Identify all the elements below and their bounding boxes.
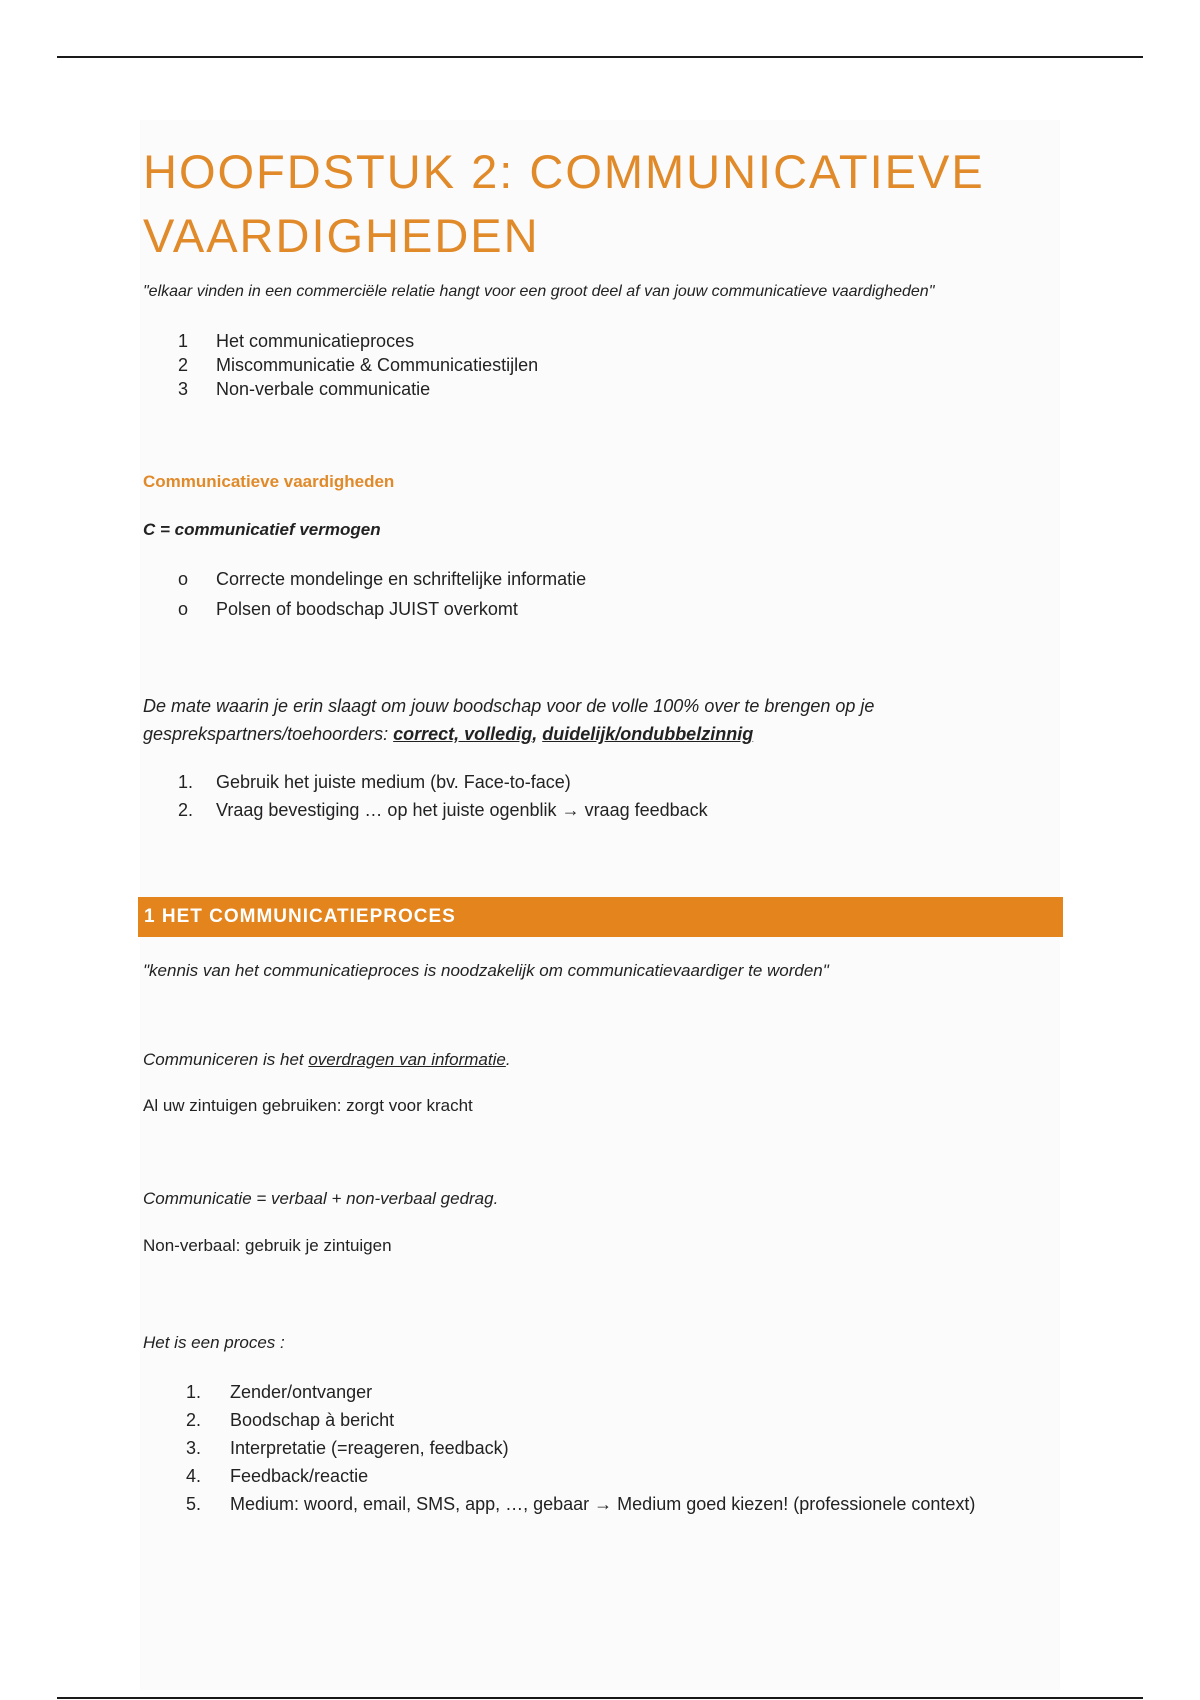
toc-list <box>178 329 538 401</box>
process-text: Zender/ontvanger <box>230 1382 373 1402</box>
cv-paragraph-line2 <box>143 720 1043 748</box>
bullet-text: Correcte mondelinge en schriftelijke informatie <box>216 569 587 589</box>
toc-item-label: Miscommunicatie & Communicatiestijlen <box>216 355 539 375</box>
process-text: Feedback/reactie <box>230 1466 369 1486</box>
process-number: 3. <box>186 1438 202 1458</box>
step-text-before: Vraag bevestiging … op het juiste ogenblik <box>216 800 562 820</box>
intro-quote: "elkaar vinden in een commerciële relatie hangt voor een groot deel af van jouw communicatieve vaardigheden" <box>143 283 935 300</box>
cv-paragraph-prefix: gesprekspartners/toehoorders: <box>143 724 394 744</box>
cv-bullet-list <box>178 564 586 624</box>
bullet-item <box>178 594 586 624</box>
line-underlined: overdragen van informatie <box>308 1050 506 1069</box>
section1-line-proces: Het is een proces : <box>143 1333 285 1352</box>
process-item <box>186 1462 975 1490</box>
process-text-before: Medium: woord, email, SMS, app, …, gebaar <box>230 1494 595 1514</box>
cv-definition: C = communicatief vermogen <box>143 520 381 539</box>
step-text: Gebruik het juiste medium (bv. Face-to-face) <box>216 772 571 792</box>
process-text: Boodschap à bericht <box>230 1410 395 1430</box>
section1-line-nonverbal: Non-verbaal: gebruik je zintuigen <box>143 1236 392 1255</box>
process-number: 2. <box>186 1410 202 1430</box>
toc-item <box>178 377 538 401</box>
process-number: 1. <box>186 1382 202 1402</box>
toc-item <box>178 353 538 377</box>
step-number: 1. <box>178 772 194 792</box>
toc-item-label: Non-verbale communicatie <box>216 379 431 399</box>
toc-item-number: 1 <box>178 331 189 351</box>
process-item <box>186 1490 975 1518</box>
process-number: 5. <box>186 1494 202 1514</box>
bullet-marker: o <box>178 599 189 619</box>
arrow-icon: → <box>561 800 580 820</box>
step-text <box>216 796 708 824</box>
section1-line-communiceren <box>143 1050 511 1070</box>
section1-quote: "kennis van het communicatieproces is noodzakelijk om communicatievaardiger te worden" <box>143 961 829 980</box>
step-number: 2. <box>178 800 194 820</box>
process-item <box>186 1378 975 1406</box>
section-banner: 1 HET COMMUNICATIEPROCES <box>138 897 1063 937</box>
section-heading-cv: Communicatieve vaardigheden <box>143 472 395 491</box>
toc-item-number: 3 <box>178 379 189 399</box>
cv-emphasis-sep: , <box>532 724 543 744</box>
cv-paragraph-line1: De mate waarin je erin slaagt om jouw boodschap voor de volle 100% over te brengen op je <box>143 696 875 716</box>
section1-line-zintuigen: Al uw zintuigen gebruiken: zorgt voor kracht <box>143 1096 473 1115</box>
process-text-after: Medium goed kiezen! (professionele context) <box>612 1494 976 1514</box>
section1-line-definition: Communicatie = verbaal + non-verbaal gedrag. <box>143 1189 499 1208</box>
toc-item <box>178 329 538 353</box>
process-item <box>186 1406 975 1434</box>
process-number: 4. <box>186 1466 202 1486</box>
cv-emphasis-correct: correct, volledig <box>393 724 533 744</box>
cv-paragraph <box>143 692 1043 748</box>
step-text-after: vraag feedback <box>579 800 708 820</box>
step-item <box>178 768 708 796</box>
process-text <box>230 1490 975 1518</box>
footer-rule <box>57 1697 1143 1699</box>
bullet-marker: o <box>178 569 189 589</box>
bullet-item <box>178 564 586 594</box>
toc-item-number: 2 <box>178 355 189 375</box>
header-rule <box>57 56 1143 58</box>
arrow-icon: → <box>594 1494 613 1514</box>
line-suffix: . <box>505 1050 511 1069</box>
process-list <box>186 1378 975 1518</box>
process-text: Interpretatie (=reageren, feedback) <box>230 1438 509 1458</box>
bullet-text: Polsen of boodschap JUIST overkomt <box>216 599 518 619</box>
chapter-title-line1: HOOFDSTUK 2: COMMUNICATIEVE <box>143 145 985 198</box>
line-prefix: Communiceren is het <box>143 1050 309 1069</box>
chapter-title-line2: VAARDIGHEDEN <box>143 209 540 262</box>
step-item <box>178 796 708 824</box>
cv-steps-list <box>178 768 708 824</box>
cv-emphasis-clear: duidelijk/ondubbelzinnig <box>542 724 754 744</box>
toc-item-label: Het communicatieproces <box>216 331 415 351</box>
chapter-title <box>143 140 1103 268</box>
process-item <box>186 1434 975 1462</box>
